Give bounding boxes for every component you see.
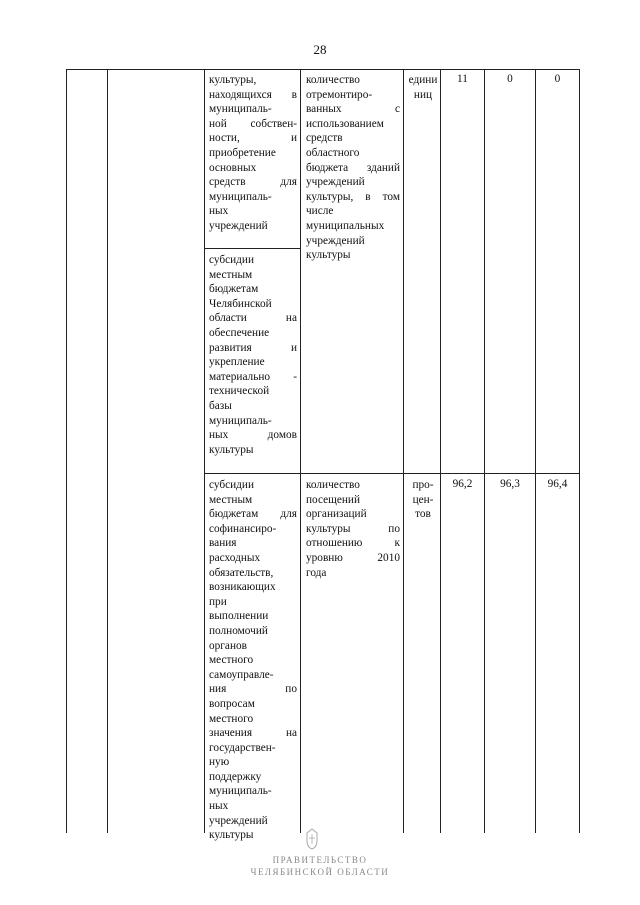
- indicator-cell-2: количество посещений организаций культуры по отношению к уровню 2010 года: [306, 479, 400, 579]
- col-border-3: [300, 69, 301, 833]
- col-border-7: [535, 69, 536, 833]
- footer-stamp-line-2: ЧЕЛЯБИНСКОЙ ОБЛАСТИ: [250, 867, 390, 877]
- value-cell-1-1: 11: [457, 73, 468, 85]
- page-number: 28: [313, 42, 327, 57]
- col-border-2: [204, 69, 205, 833]
- measure-cell-1a: культуры, находящихся в муниципаль- ной собствен- ности, и приобретение основных средств для муниципаль- ных учреждений: [209, 74, 297, 232]
- col-border-8: [579, 69, 580, 833]
- col-border-1: [107, 69, 108, 833]
- stamp-emblem-icon: [304, 828, 320, 850]
- program-table: [66, 69, 580, 842]
- col-border-0: [66, 69, 67, 833]
- col-border-4: [403, 69, 404, 833]
- table-top-border: [66, 69, 580, 70]
- row-divider: [204, 473, 580, 474]
- value-cell-1-3: 0: [554, 73, 561, 85]
- value-cell-2-1: 96,2: [452, 478, 473, 490]
- unit-cell-1: едини ниц: [408, 74, 438, 101]
- col-border-6: [484, 69, 485, 833]
- unit-cell-2: про- цен- тов: [412, 479, 434, 521]
- indicator-cell-1: количество отремонтиро- ванных с использованием средств областного бюджета зданий учреждений культуры, в том числе муниципальных учреждений культуры: [306, 74, 400, 262]
- value-cell-2-3: 96,4: [547, 478, 568, 490]
- value-cell-2-2: 96,3: [500, 478, 520, 490]
- sub-row-divider: [204, 248, 301, 249]
- value-cell-1-2: 0: [507, 73, 513, 85]
- measure-cell-1b: субсидии местным бюджетам Челябинской области на обеспечение развития и укрепление материально - технической базы муниципаль- ных домов культуры: [209, 254, 297, 456]
- footer-stamp-line-1: ПРАВИТЕЛЬСТВО: [272, 855, 368, 865]
- col-border-5: [440, 69, 441, 833]
- measure-cell-2: субсидии местным бюджетам для софинансиро- вания расходных обязательств, возникающих при выполнении полномочий органов местного самоуправле- ния по вопросам местного значения на государствен- ную поддержку муниципаль- ных учреждений культуры: [209, 479, 297, 842]
